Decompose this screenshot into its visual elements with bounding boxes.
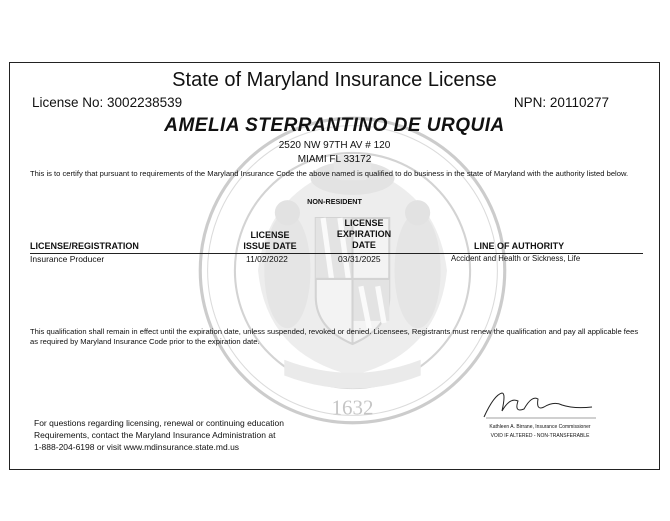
header-exp-line3: DATE xyxy=(352,240,376,250)
residency-status: NON-RESIDENT xyxy=(307,197,362,206)
npn-number: NPN: 20110277 xyxy=(513,95,609,110)
commissioner-signature xyxy=(480,387,600,421)
address-line-2: MIAMI FL 33172 xyxy=(297,154,372,165)
commissioner-name: Kathleen A. Birrane, Insurance Commissioner xyxy=(489,424,591,430)
contact-line-3: 1-888-204-6198 or visit www.mdinsurance.state.md.us xyxy=(34,442,240,452)
licensee-name: AMELIA STERRANTINO DE URQUIA xyxy=(164,115,505,136)
void-notice: VOID IF ALTERED - NON-TRANSFERABLE xyxy=(490,433,590,439)
seal-year: 1632 xyxy=(331,395,374,420)
header-issue-line1: LICENSE xyxy=(250,230,290,240)
contact-line-1: For questions regarding licensing, renewal or continuing education xyxy=(34,418,284,428)
license-certificate xyxy=(9,62,660,470)
license-number: License No: 3002238539 xyxy=(32,95,183,110)
conditions-text: This qualification shall remain in effect until the expiration date, unless suspended, revoked or denied. Licensees, Registrants must renew the qualification and pay all applicable fees as required by Maryland Insurance Code prior to the expiration date. xyxy=(30,327,639,346)
header-expiration-date xyxy=(328,218,400,251)
header-license-registration: LICENSE/REGISTRATION xyxy=(30,241,139,251)
contact-line-2: Requirements, contact the Maryland Insurance Administration at xyxy=(34,430,276,440)
row-issue-date: 11/02/2022 xyxy=(246,254,288,264)
header-exp-line2: EXPIRATION xyxy=(336,229,392,239)
commissioner-block xyxy=(480,423,600,441)
address-line-1: 2520 NW 97TH AV # 120 xyxy=(278,140,391,151)
contact-info xyxy=(34,417,364,453)
license-title: State of Maryland Insurance License xyxy=(172,69,497,91)
header-issue-date xyxy=(235,230,305,252)
header-line-of-authority: LINE OF AUTHORITY xyxy=(474,241,565,251)
certification-text: This is to certify that pursuant to requirements of the Maryland Insurance Code the above named is qualified to do business in the state of Maryland with the authority listed below. xyxy=(30,169,629,178)
header-issue-line2: ISSUE DATE xyxy=(243,241,297,251)
row-expiration-date: 03/31/2025 xyxy=(338,254,381,264)
row-registration: Insurance Producer xyxy=(30,254,105,264)
header-exp-line1: LICENSE xyxy=(344,218,384,228)
row-line-of-authority: Accident and Health or Sickness, Life xyxy=(451,254,581,263)
